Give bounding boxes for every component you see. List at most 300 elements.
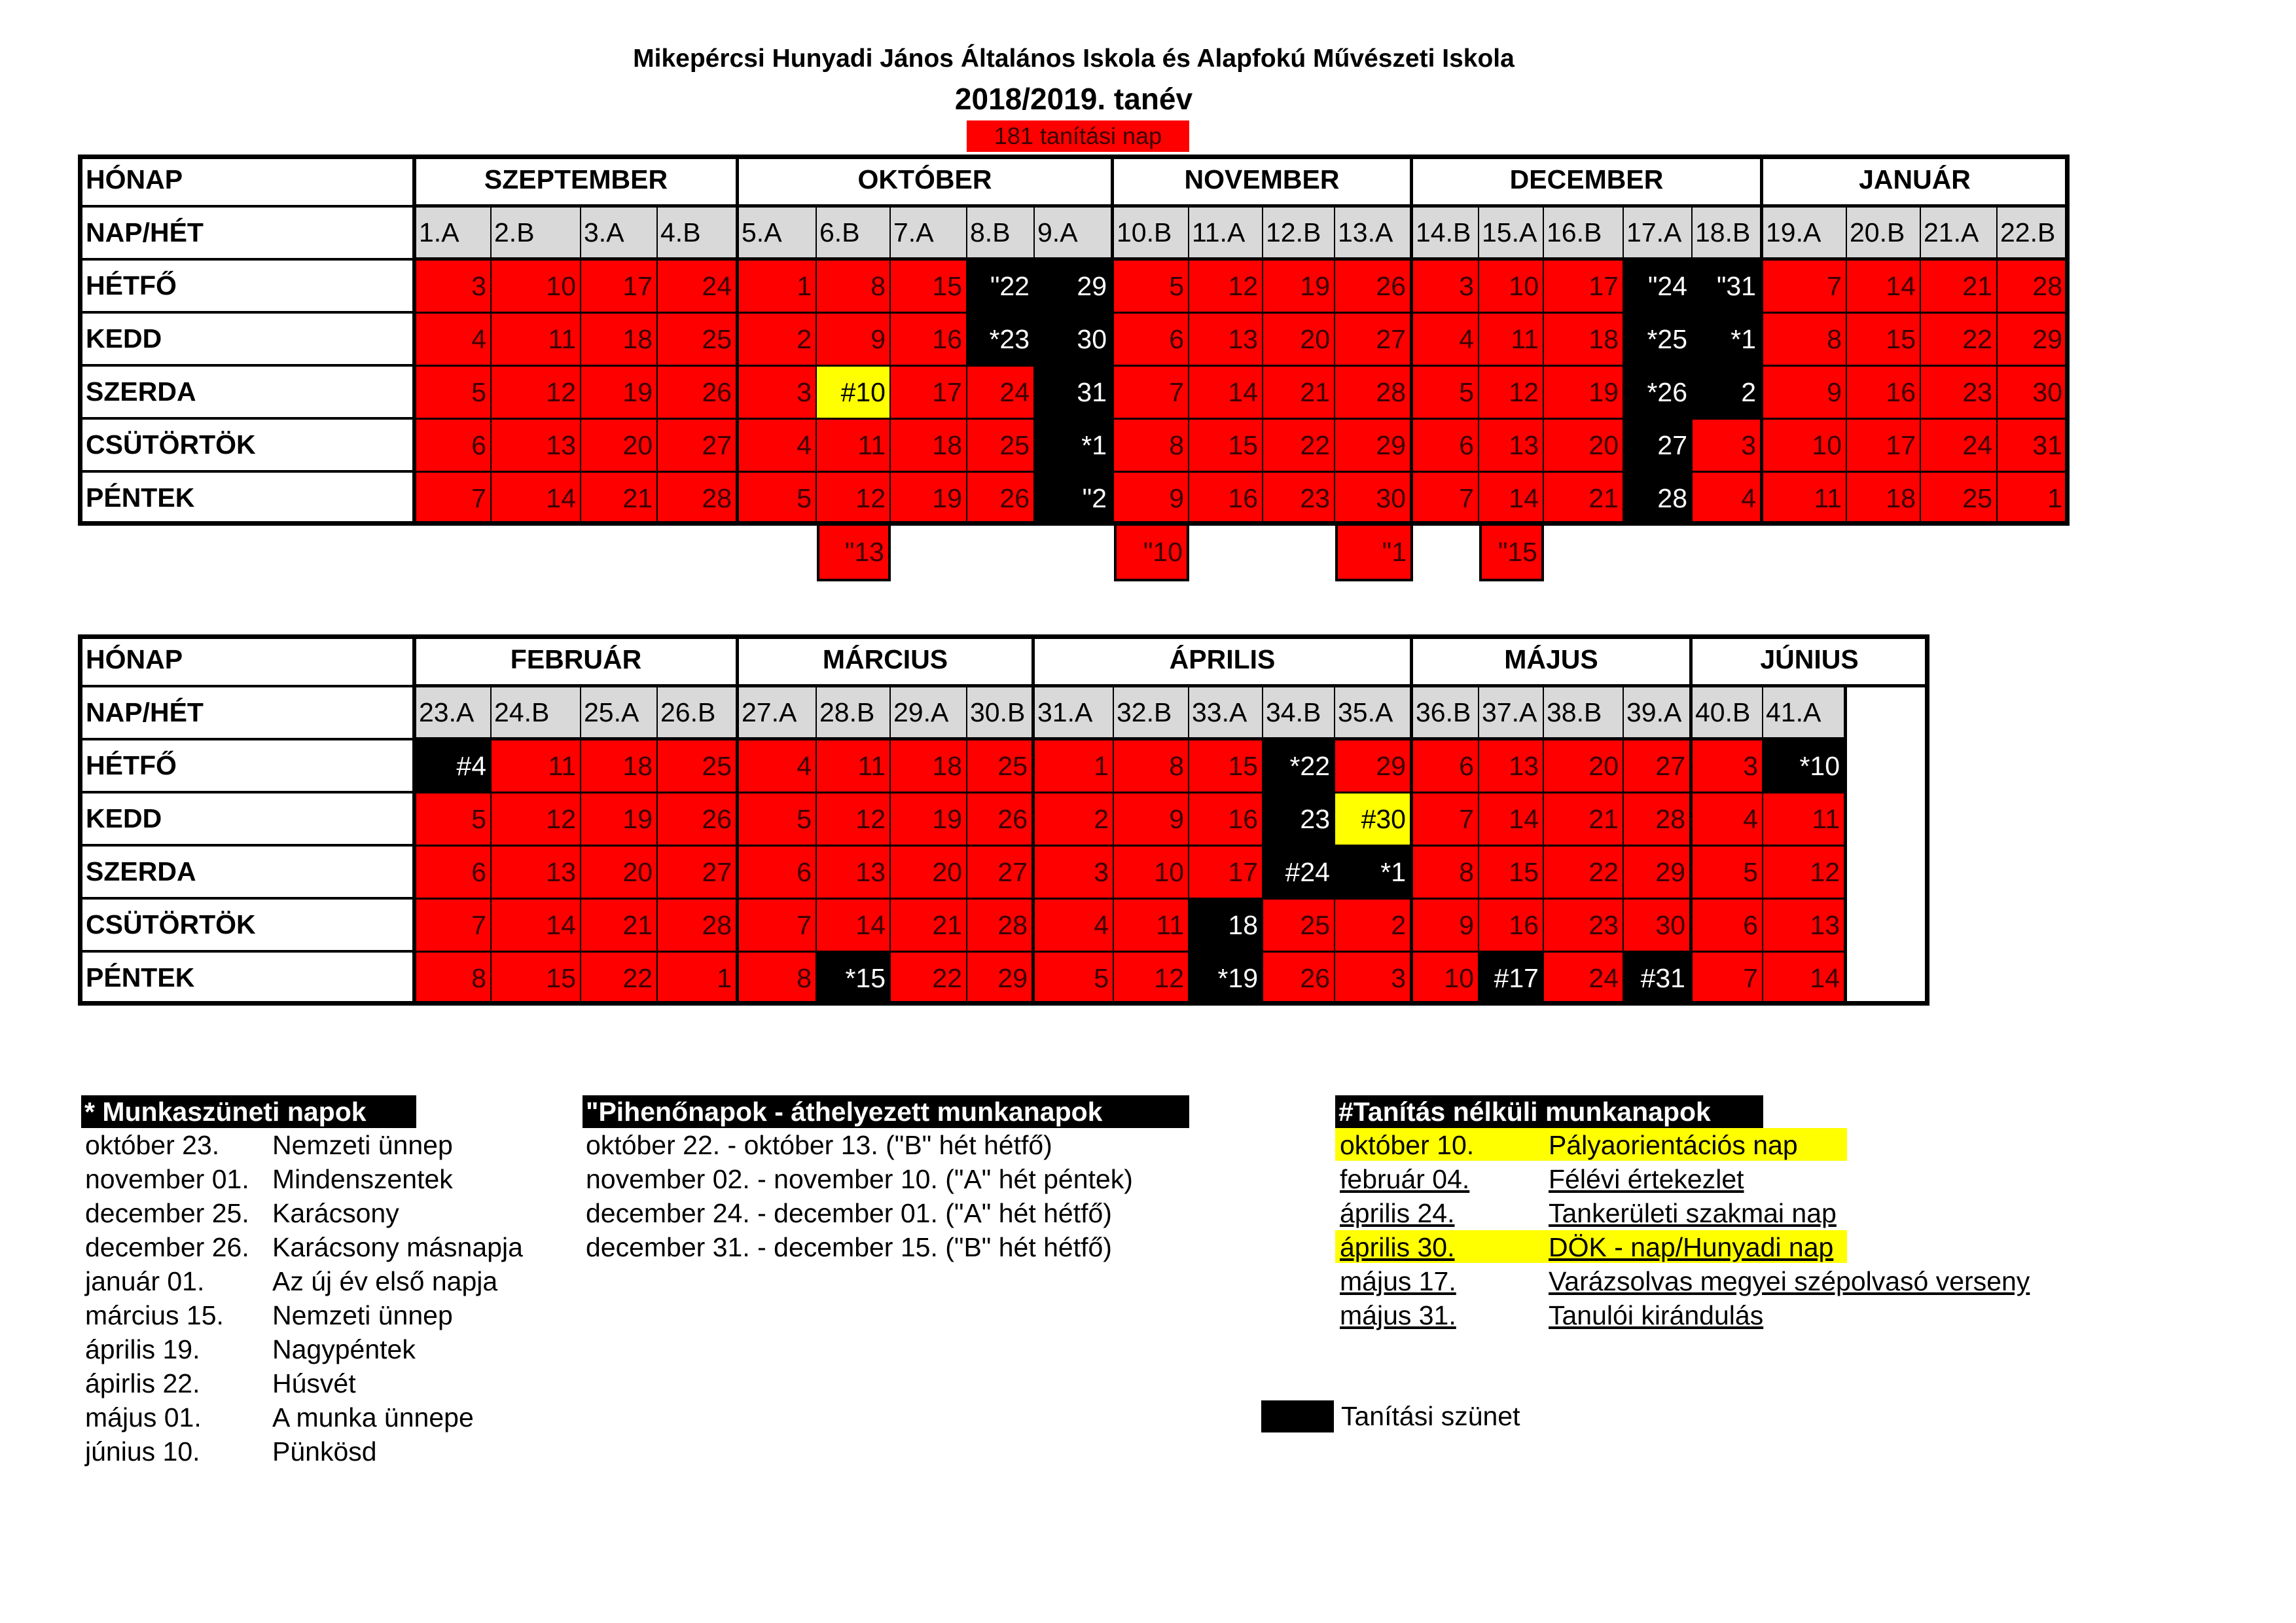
day-cell: 17: [581, 261, 658, 314]
day-cell: 5: [1114, 261, 1189, 314]
day-cell: 30: [1035, 314, 1114, 367]
no-teaching-day-date: május 31.: [1340, 1300, 1456, 1330]
day-cell: 10: [1413, 953, 1479, 1006]
day-cell: 16: [891, 314, 967, 367]
day-cell: 25: [967, 420, 1035, 473]
day-cell: 1: [658, 953, 739, 1006]
day-cell: 2: [739, 314, 817, 367]
day-label: HÉTFŐ: [78, 740, 416, 793]
holidays-legend-title: * Munkaszüneti napok: [81, 1095, 416, 1128]
holiday-name: Karácsony másnapja: [272, 1232, 523, 1262]
day-cell: 19: [1263, 261, 1335, 314]
day-cell: 26: [658, 793, 739, 847]
day-cell: 1: [1035, 740, 1114, 793]
day-cell: 13: [492, 420, 581, 473]
day-cell: 16: [1479, 900, 1544, 953]
day-cell: 28: [967, 900, 1035, 953]
day-cell: 14: [1847, 261, 1921, 314]
day-cell: 23: [1263, 473, 1335, 526]
day-cell: #24: [1263, 847, 1335, 900]
week-label: 17.A: [1624, 208, 1693, 261]
week-label: 6.B: [817, 208, 891, 261]
day-cell: 15: [1189, 740, 1263, 793]
day-cell: 13: [492, 847, 581, 900]
week-row-label: NAP/HÉT: [78, 687, 416, 740]
month-header: MÁJUS: [1413, 634, 1693, 687]
day-cell: 12: [817, 793, 891, 847]
day-cell: *10: [1763, 740, 1847, 793]
day-cell: 19: [581, 367, 658, 420]
week-label: 28.B: [817, 687, 891, 740]
week-label: 35.A: [1335, 687, 1413, 740]
day-cell: 11: [817, 740, 891, 793]
day-cell: 5: [739, 473, 817, 526]
week-label: 29.A: [891, 687, 967, 740]
day-cell: 11: [1763, 473, 1847, 526]
day-cell: 18: [891, 740, 967, 793]
day-cell: 7: [1413, 473, 1479, 526]
week-label: 25.A: [581, 687, 658, 740]
holiday-name: Nemzeti ünnep: [272, 1130, 453, 1160]
day-cell: 10: [1114, 847, 1189, 900]
day-cell: 27: [658, 420, 739, 473]
week-label: 1.A: [416, 208, 492, 261]
day-cell: 27: [1624, 740, 1693, 793]
day-cell: *19: [1189, 953, 1263, 1006]
day-cell: 14: [1479, 473, 1544, 526]
week-label: 20.B: [1847, 208, 1921, 261]
day-cell: 16: [1189, 473, 1263, 526]
day-cell: 20: [1544, 740, 1624, 793]
day-cell: 24: [967, 367, 1035, 420]
day-cell: 10: [1479, 261, 1544, 314]
week-label: 41.A: [1763, 687, 1847, 740]
week-label: 7.A: [891, 208, 967, 261]
teaching-days-badge: 181 tanítási nap: [967, 120, 1189, 152]
no-teaching-day-name: Pályaorientációs nap: [1549, 1130, 1798, 1160]
day-cell: 30: [1624, 900, 1693, 953]
day-cell: 5: [739, 793, 817, 847]
day-cell: #31: [1624, 953, 1693, 1006]
empty-column: [1847, 687, 1929, 1006]
day-cell: 11: [492, 740, 581, 793]
day-cell: 28: [1624, 793, 1693, 847]
day-cell: 15: [492, 953, 581, 1006]
day-cell: 7: [1693, 953, 1763, 1006]
no-teaching-day-date: április 24.: [1340, 1198, 1455, 1228]
day-label: KEDD: [78, 314, 416, 367]
day-cell: 25: [1921, 473, 1998, 526]
day-cell: 28: [1998, 261, 2070, 314]
rest-day-item: december 31. - december 15. ("B" hét hétfő): [586, 1232, 1112, 1262]
no-teaching-day-date: április 30.: [1340, 1232, 1455, 1262]
day-label: CSÜTÖRTÖK: [78, 900, 416, 953]
day-label: SZERDA: [78, 847, 416, 900]
no-teaching-day-name: DÖK - nap/Hunyadi nap: [1549, 1232, 1834, 1262]
day-label: HÉTFŐ: [78, 261, 416, 314]
day-cell: 19: [891, 473, 967, 526]
day-cell: 27: [658, 847, 739, 900]
day-cell: 27: [1335, 314, 1413, 367]
holiday-name: Mindenszentek: [272, 1164, 453, 1194]
day-cell: 8: [416, 953, 492, 1006]
day-cell: 18: [581, 740, 658, 793]
day-cell: 1: [739, 261, 817, 314]
week-label: 24.B: [492, 687, 581, 740]
week-label: 40.B: [1693, 687, 1763, 740]
day-cell: 27: [1624, 420, 1693, 473]
day-cell: 28: [1624, 473, 1693, 526]
week-label: 8.B: [967, 208, 1035, 261]
day-cell: 5: [416, 367, 492, 420]
week-label: 13.A: [1335, 208, 1413, 261]
day-cell: 7: [416, 473, 492, 526]
no-teaching-day-date: február 04.: [1340, 1164, 1470, 1194]
day-cell: 18: [891, 420, 967, 473]
holiday-name: Az új év első napja: [272, 1266, 498, 1296]
day-cell: 13: [1189, 314, 1263, 367]
day-cell: 19: [891, 793, 967, 847]
day-cell: 20: [581, 847, 658, 900]
day-cell: 31: [1998, 420, 2070, 473]
week-label: 26.B: [658, 687, 739, 740]
month-header: FEBRUÁR: [416, 634, 739, 687]
day-cell: 4: [1413, 314, 1479, 367]
day-cell: 25: [967, 740, 1035, 793]
holiday-name: Pünkösd: [272, 1436, 377, 1467]
holiday-name: Nemzeti ünnep: [272, 1300, 453, 1330]
day-cell: 5: [1035, 953, 1114, 1006]
day-cell: 15: [891, 261, 967, 314]
day-cell: 30: [1335, 473, 1413, 526]
day-cell: 24: [1544, 953, 1624, 1006]
day-cell: 15: [1479, 847, 1544, 900]
week-label: 34.B: [1263, 687, 1335, 740]
day-cell: 21: [581, 473, 658, 526]
day-cell: 31: [1035, 367, 1114, 420]
week-label: 5.A: [739, 208, 817, 261]
day-cell: 4: [1693, 793, 1763, 847]
extra-workday-cell: "13: [817, 523, 891, 581]
day-cell: 7: [1413, 793, 1479, 847]
day-cell: 4: [1693, 473, 1763, 526]
holiday-date: ápirlis 22.: [85, 1368, 200, 1398]
no-teaching-days-legend-title: #Tanítás nélküli munkanapok: [1335, 1095, 1763, 1128]
day-cell: *23: [967, 314, 1035, 367]
day-cell: 12: [1763, 847, 1847, 900]
day-cell: 4: [739, 420, 817, 473]
day-cell: 8: [817, 261, 891, 314]
extra-workday-cell: "10: [1114, 523, 1189, 581]
day-cell: 18: [581, 314, 658, 367]
day-cell: 10: [1763, 420, 1847, 473]
day-cell: 22: [891, 953, 967, 1006]
day-cell: *1: [1035, 420, 1114, 473]
day-cell: 6: [1693, 900, 1763, 953]
day-cell: 15: [1189, 420, 1263, 473]
no-teaching-day-name: Tanulói kirándulás: [1549, 1300, 1764, 1330]
week-label: 23.A: [416, 687, 492, 740]
day-cell: #4: [416, 740, 492, 793]
day-cell: *15: [817, 953, 891, 1006]
month-header: JÚNIUS: [1693, 634, 1929, 687]
day-cell: 2: [1693, 367, 1763, 420]
day-cell: 5: [1693, 847, 1763, 900]
holiday-date: október 23.: [85, 1130, 220, 1160]
day-cell: 14: [1479, 793, 1544, 847]
day-label: SZERDA: [78, 367, 416, 420]
day-cell: 18: [1847, 473, 1921, 526]
day-cell: 9: [1763, 367, 1847, 420]
week-label: 15.A: [1479, 208, 1544, 261]
rest-day-item: december 24. - december 01. ("A" hét hétfő): [586, 1198, 1112, 1228]
day-cell: 26: [967, 473, 1035, 526]
holiday-name: A munka ünnepe: [272, 1402, 474, 1432]
week-label: 16.B: [1544, 208, 1624, 261]
day-cell: 5: [1413, 367, 1479, 420]
day-label: PÉNTEK: [78, 473, 416, 526]
week-label: 9.A: [1035, 208, 1114, 261]
day-cell: 17: [891, 367, 967, 420]
holiday-date: november 01.: [85, 1164, 249, 1194]
day-cell: 30: [1998, 367, 2070, 420]
day-cell: 7: [739, 900, 817, 953]
month-header: MÁRCIUS: [739, 634, 1035, 687]
day-cell: 28: [658, 900, 739, 953]
holiday-date: december 25.: [85, 1198, 249, 1228]
day-cell: 24: [658, 261, 739, 314]
week-label: 31.A: [1035, 687, 1114, 740]
rest-day-item: november 02. - november 10. ("A" hét péntek): [586, 1164, 1133, 1194]
day-cell: #30: [1335, 793, 1413, 847]
day-cell: 3: [739, 367, 817, 420]
day-cell: *25: [1624, 314, 1693, 367]
day-cell: 4: [1035, 900, 1114, 953]
holiday-date: június 10.: [85, 1436, 200, 1467]
holiday-date: január 01.: [85, 1266, 205, 1296]
day-cell: 20: [581, 420, 658, 473]
day-cell: 8: [1114, 420, 1189, 473]
day-cell: 8: [1763, 314, 1847, 367]
week-label: 4.B: [658, 208, 739, 261]
day-cell: 8: [1413, 847, 1479, 900]
week-label: 18.B: [1693, 208, 1763, 261]
day-cell: 25: [1263, 900, 1335, 953]
day-cell: 9: [817, 314, 891, 367]
day-cell: 11: [817, 420, 891, 473]
no-teaching-day-name: Tankerületi szakmai nap: [1549, 1198, 1837, 1228]
day-cell: 26: [967, 793, 1035, 847]
day-cell: "2: [1035, 473, 1114, 526]
day-cell: 11: [1114, 900, 1189, 953]
day-cell: 14: [817, 900, 891, 953]
day-cell: 24: [1921, 420, 1998, 473]
day-cell: 22: [1544, 847, 1624, 900]
day-cell: 3: [1693, 420, 1763, 473]
week-label: 10.B: [1114, 208, 1189, 261]
day-label: KEDD: [78, 793, 416, 847]
day-cell: 25: [658, 740, 739, 793]
day-cell: 5: [416, 793, 492, 847]
day-cell: 21: [1263, 367, 1335, 420]
day-cell: 23: [1544, 900, 1624, 953]
day-cell: 4: [739, 740, 817, 793]
day-cell: 11: [1763, 793, 1847, 847]
day-cell: 29: [1998, 314, 2070, 367]
week-label: 38.B: [1544, 687, 1624, 740]
day-cell: #10: [817, 367, 891, 420]
day-cell: 29: [1335, 740, 1413, 793]
day-cell: 9: [1114, 473, 1189, 526]
day-cell: 8: [739, 953, 817, 1006]
day-cell: *22: [1263, 740, 1335, 793]
day-cell: 8: [1114, 740, 1189, 793]
week-label: 19.A: [1763, 208, 1847, 261]
day-cell: 12: [817, 473, 891, 526]
week-label: 27.A: [739, 687, 817, 740]
day-cell: 12: [492, 793, 581, 847]
day-cell: 29: [1035, 261, 1114, 314]
day-cell: 13: [1479, 420, 1544, 473]
day-cell: 21: [1921, 261, 1998, 314]
day-cell: "31: [1693, 261, 1763, 314]
day-cell: 6: [1413, 740, 1479, 793]
day-cell: 17: [1544, 261, 1624, 314]
day-cell: 3: [416, 261, 492, 314]
week-row-label: NAP/HÉT: [78, 208, 416, 261]
month-header: NOVEMBER: [1114, 155, 1413, 208]
day-cell: 21: [891, 900, 967, 953]
day-cell: "24: [1624, 261, 1693, 314]
school-year: 2018/2019. tanév: [954, 82, 1193, 116]
day-label: CSÜTÖRTÖK: [78, 420, 416, 473]
day-cell: *26: [1624, 367, 1693, 420]
day-cell: 16: [1847, 367, 1921, 420]
day-cell: 28: [658, 473, 739, 526]
day-cell: 12: [1479, 367, 1544, 420]
no-teaching-day-name: Félévi értekezlet: [1549, 1164, 1744, 1194]
day-cell: 6: [416, 847, 492, 900]
holiday-name: Karácsony: [272, 1198, 399, 1228]
day-cell: 14: [492, 473, 581, 526]
day-cell: 2: [1335, 900, 1413, 953]
holiday-date: december 26.: [85, 1232, 249, 1262]
day-cell: 4: [416, 314, 492, 367]
day-cell: 25: [658, 314, 739, 367]
day-cell: 22: [1921, 314, 1998, 367]
day-cell: 6: [1413, 420, 1479, 473]
week-label: 36.B: [1413, 687, 1479, 740]
day-cell: 20: [891, 847, 967, 900]
day-cell: 16: [1189, 793, 1263, 847]
no-teaching-day-name: Varázsolvas megyei szépolvasó verseny: [1549, 1266, 2030, 1296]
day-label: PÉNTEK: [78, 953, 416, 1006]
day-cell: 7: [1763, 261, 1847, 314]
day-cell: 6: [1114, 314, 1189, 367]
extra-workday-cell: "1: [1335, 523, 1413, 581]
extra-workday-cell: "15: [1479, 523, 1544, 581]
day-cell: *1: [1693, 314, 1763, 367]
day-cell: 10: [492, 261, 581, 314]
week-label: 21.A: [1921, 208, 1998, 261]
day-cell: 20: [1263, 314, 1335, 367]
day-cell: 23: [1921, 367, 1998, 420]
day-cell: 11: [1479, 314, 1544, 367]
holiday-name: Húsvét: [272, 1368, 356, 1398]
holiday-date: március 15.: [85, 1300, 224, 1330]
day-cell: 20: [1544, 420, 1624, 473]
day-cell: 3: [1335, 953, 1413, 1006]
day-cell: 7: [416, 900, 492, 953]
day-cell: 28: [1335, 367, 1413, 420]
week-label: 3.A: [581, 208, 658, 261]
day-cell: 6: [739, 847, 817, 900]
day-cell: 29: [1624, 847, 1693, 900]
day-cell: 12: [1114, 953, 1189, 1006]
day-cell: 22: [581, 953, 658, 1006]
day-cell: 19: [1544, 367, 1624, 420]
day-cell: 29: [967, 953, 1035, 1006]
day-cell: 15: [1847, 314, 1921, 367]
break-legend-label: Tanítási szünet: [1341, 1401, 1520, 1431]
day-cell: 18: [1189, 900, 1263, 953]
day-cell: 9: [1114, 793, 1189, 847]
month-header: OKTÓBER: [739, 155, 1114, 208]
day-cell: 3: [1035, 847, 1114, 900]
day-cell: 13: [817, 847, 891, 900]
week-label: 14.B: [1413, 208, 1479, 261]
day-cell: #17: [1479, 953, 1544, 1006]
week-label: 32.B: [1114, 687, 1189, 740]
day-cell: 21: [581, 900, 658, 953]
day-cell: 23: [1263, 793, 1335, 847]
day-cell: "22: [967, 261, 1035, 314]
month-header: JANUÁR: [1763, 155, 2070, 208]
no-teaching-day-date: október 10.: [1340, 1130, 1475, 1160]
rest-days-legend-title: "Pihenőnapok - áthelyezett munkanapok: [583, 1095, 1189, 1128]
day-cell: 1: [1998, 473, 2070, 526]
month-row-label: HÓNAP: [78, 155, 416, 208]
day-cell: 27: [967, 847, 1035, 900]
month-row-label: HÓNAP: [78, 634, 416, 687]
holiday-date: április 19.: [85, 1334, 200, 1364]
day-cell: 19: [581, 793, 658, 847]
week-label: 11.A: [1189, 208, 1263, 261]
day-cell: 3: [1413, 261, 1479, 314]
day-cell: 26: [658, 367, 739, 420]
week-label: 33.A: [1189, 687, 1263, 740]
month-header: DECEMBER: [1413, 155, 1763, 208]
day-cell: 22: [1263, 420, 1335, 473]
day-cell: 11: [492, 314, 581, 367]
no-teaching-day-date: május 17.: [1340, 1266, 1456, 1296]
month-header: ÁPRILIS: [1035, 634, 1413, 687]
break-color-swatch: [1261, 1400, 1334, 1432]
holiday-date: május 01.: [85, 1402, 202, 1432]
day-cell: 21: [1544, 473, 1624, 526]
day-cell: 13: [1479, 740, 1544, 793]
day-cell: 14: [1763, 953, 1847, 1006]
day-cell: 13: [1763, 900, 1847, 953]
day-cell: 21: [1544, 793, 1624, 847]
day-cell: 14: [492, 900, 581, 953]
week-label: 2.B: [492, 208, 581, 261]
week-label: 37.A: [1479, 687, 1544, 740]
day-cell: 17: [1189, 847, 1263, 900]
day-cell: 17: [1847, 420, 1921, 473]
day-cell: 3: [1693, 740, 1763, 793]
school-name: Mikepércsi Hunyadi János Általános Iskola és Alapfokú Művészeti Iskola: [633, 45, 1515, 73]
